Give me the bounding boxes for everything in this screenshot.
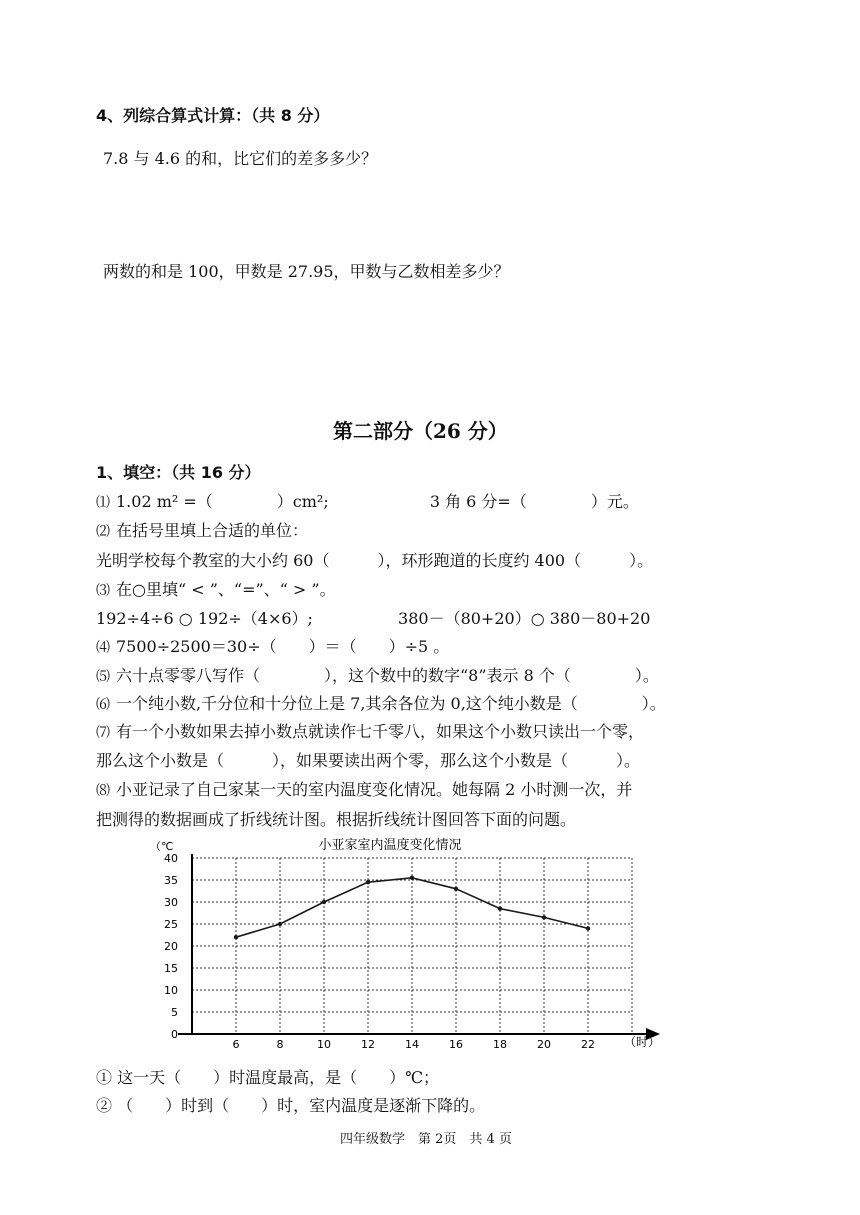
temperature-data-point [322,900,326,904]
temperature-line-chart [140,836,670,1058]
y-tick-label: 0 [171,1028,178,1041]
item-number: ⑹ [96,697,110,713]
y-tick-label: 40 [164,852,178,865]
item-text: 有一个小数如果去掉小数点就读作七千零八，如果这个小数只读出一个零， [116,722,645,741]
fill-item-8 [96,777,632,800]
fill-item-6 [96,691,666,714]
item-text: 小亚记录了自己家某一天的室内温度变化情况。她每隔 2 小时测一次，并 [116,780,633,799]
fill-item-2-line: 光明学校每个教室的大小约 60（ ），环形跑道的长度约 400（ ）。 [96,551,654,570]
temperature-data-point [410,876,414,880]
question-two-numbers: 两数的和是 100，甲数是 27.95，甲数与乙数相差多少？ [103,262,510,281]
fill-item-2 [96,518,308,541]
y-tick-label: 35 [164,874,178,887]
item-number: ⑷ [96,640,110,656]
fill-item-5 [96,663,659,686]
temperature-data-point [498,906,502,910]
x-tick-label: 18 [493,1038,507,1051]
part2-title: 第二部分（26 分） [333,419,508,443]
item-number: ⑸ [96,669,110,685]
chart-title: 小亚家室内温度变化情况 [318,838,462,853]
x-tick-label: 12 [361,1038,375,1051]
item-text: 7500÷2500＝30÷（ ）＝（ ）÷5 。 [116,637,450,656]
y-tick-label: 25 [164,918,178,931]
chart-grid [192,858,632,1034]
x-tick-label: 6 [232,1038,240,1051]
y-tick-label: 30 [164,896,178,909]
page-footer: 四年级数学 第 2页 共 4 页 [340,1132,512,1147]
y-tick-label: 15 [164,962,178,975]
item-text: 在○里填“ < ”、“=”、“ > ”。 [116,580,336,599]
item-text: 在括号里填上合适的单位： [116,521,309,540]
temperature-data-point [542,915,546,919]
item-number: ⑵ [96,524,110,540]
item-number: ⑺ [96,725,110,741]
y-tick-label: 20 [164,940,178,953]
item-text: 六十点零零八写作（ ），这个数中的数字“8”表示 8 个（ ）。 [116,666,659,685]
fill-item-1 [96,489,639,512]
temperature-data-point [278,922,282,926]
x-tick-label: 20 [537,1038,551,1051]
fill-item-3-line: 192÷4÷6 ○ 192÷（4×6）; 380－（80+20）○ 380－80+20 [96,609,651,628]
item-number: ⑻ [96,783,110,799]
fill-blank-title: 1、填空：（共 16 分） [96,463,261,482]
y-axis-label: （℃ [150,840,174,853]
x-tick-label: 8 [276,1038,284,1051]
x-tick-label: 22 [581,1038,595,1051]
temperature-data-point [234,935,238,939]
x-tick-label: 16 [449,1038,463,1051]
fill-item-4 [96,634,449,657]
question-sum-difference: 7.8 与 4.6 的和，比它们的差多多少？ [103,149,378,168]
answer-2: ② （ ）时到（ ）时，室内温度是逐渐下降的。 [96,1096,486,1115]
item-number: ⑶ [96,583,110,599]
fill-item-8-line: 把测得的数据画成了折线统计图。根据折线统计图回答下面的问题。 [96,810,577,829]
y-tick-label: 5 [171,1006,178,1019]
temperature-data-point [586,926,590,930]
temperature-data-point [366,880,370,884]
x-axis-label: （时） [624,1035,661,1049]
item-text: 一个纯小数,千分位和十分位上是 7,其余各位为 0,这个纯小数是（ ）。 [116,694,666,713]
temperature-data-point [454,887,458,891]
fill-item-7-line: 那么这个小数是（ ），如果要读出两个零，那么这个小数是（ ）。 [96,751,641,770]
y-tick-label: 10 [164,984,178,997]
item-number: ⑴ [96,495,110,511]
x-tick-label: 10 [317,1038,331,1051]
item-text: 1.02 m² =（ ）cm²; 3 角 6 分=（ ）元。 [116,492,639,511]
fill-item-3 [96,577,336,600]
x-tick-label: 14 [405,1038,419,1051]
answer-1: ① 这一天（ ）时温度最高，是（ ）℃； [96,1068,439,1087]
fill-item-7 [96,719,644,742]
section4-title: 4、列综合算式计算：（共 8 分） [96,106,330,125]
